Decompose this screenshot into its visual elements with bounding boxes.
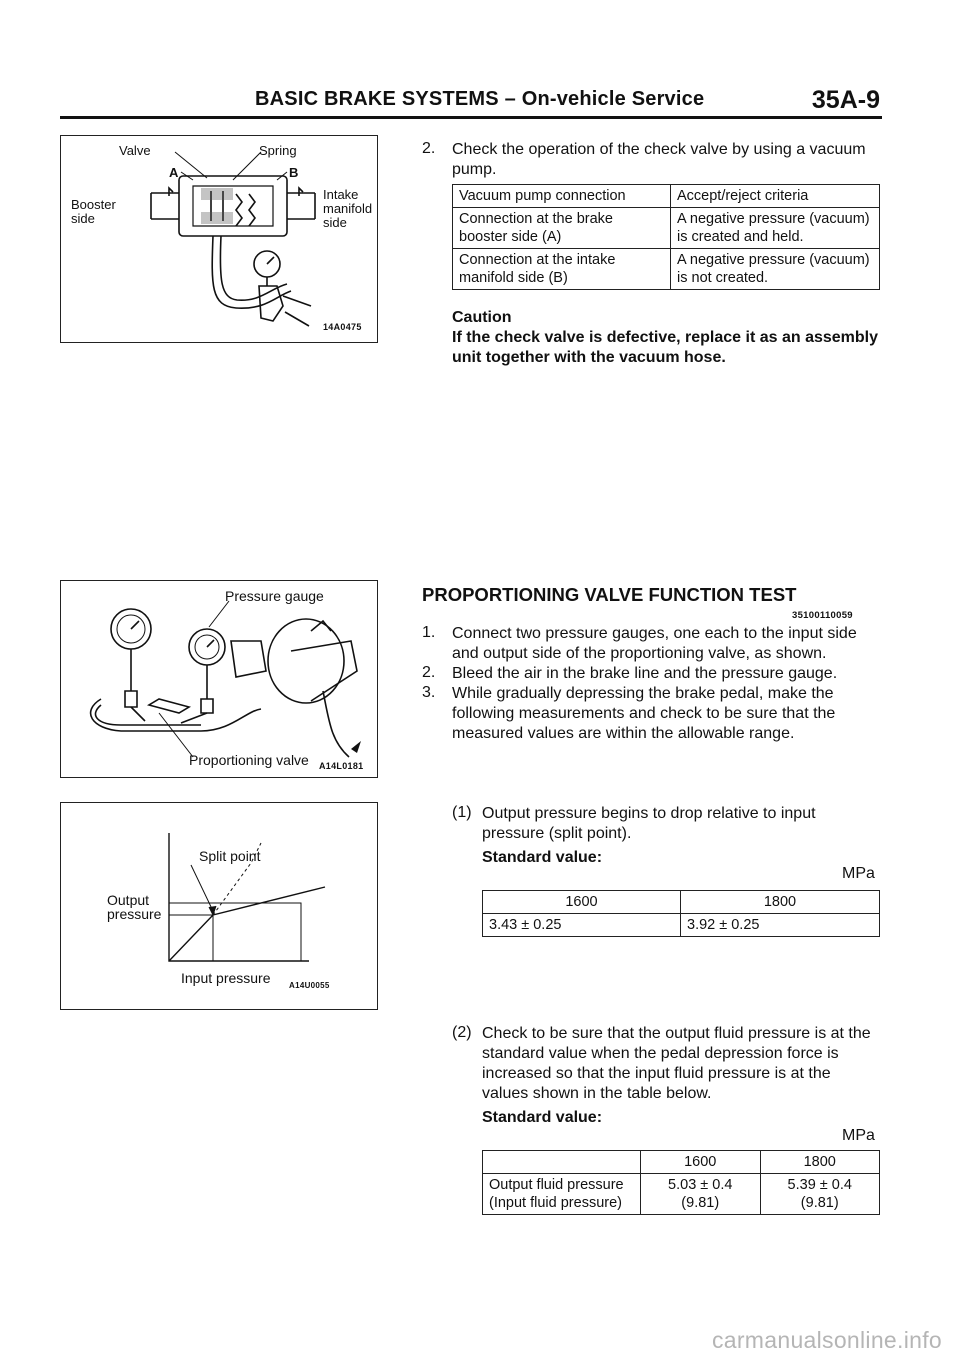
value-line: 5.03 ± 0.4 [668,1177,733,1193]
header-dash: – [504,88,516,110]
table-header-cell: Accept/reject criteria [671,185,880,208]
section-heading: PROPORTIONING VALVE FUNCTION TEST [422,584,797,605]
header-rule [60,116,882,119]
booster-side-label-1: Booster [71,197,116,212]
standard-value-label: Standard value: [482,849,603,866]
split-point-table [482,890,880,937]
value-line: (9.81) [800,1195,839,1211]
value-line: (9.81) [681,1195,720,1211]
page-header [60,86,880,114]
table-cell: A negative pressure (vacuum) is created and held. [671,208,880,249]
step-text: Connect two pressure gauges, one each to the input side and output side of the proportioning valve, as shown. [452,625,857,662]
step-number: 1. [422,624,436,641]
unit-label: MPa [842,865,875,882]
intake-label-2: manifold [323,201,373,216]
header-title [255,88,704,111]
spring-label: Spring [259,143,297,158]
section-subtitle: On-vehicle Service [521,88,705,110]
pressure-gauge-drawing [61,581,377,777]
substep-number: (1) [452,804,472,821]
check-valve-drawing [61,136,377,342]
table-header-cell: 1800 [760,1151,880,1174]
table-cell: 3.43 ± 0.25 [483,914,681,937]
page-number: 35A-9 [811,86,880,114]
substep-text: Output pressure begins to drop relative to input pressure (split point). [482,805,816,842]
table-cell: 3.92 ± 0.25 [681,914,880,937]
table-row [453,249,880,290]
table-cell [760,1174,880,1215]
table-header-row [483,1151,880,1174]
row-label-line: Output fluid pressure [489,1177,624,1193]
substep-text: Check to be sure that the output fluid pressure is at the standard value when the pedal depression force is increased so that the input fluid pressure is at the values shown in the table below. [482,1025,871,1102]
caution-title: Caution [452,309,512,326]
step-number: 2. [422,664,436,681]
split-point-label: Split point [199,848,261,864]
row-label-line: (Input fluid pressure) [489,1195,622,1211]
step-number: 3. [422,684,436,701]
watermark: carmanualsonline.info [711,1327,942,1353]
check-valve-instruction: Check the operation of the check valve by using a vacuum pump. [452,141,866,178]
table-header-cell: Vacuum pump connection [453,185,671,208]
section-title: BASIC BRAKE SYSTEMS [255,88,499,110]
table-cell: Connection at the brake booster side (A) [453,208,671,249]
figure-code: 14A0475 [323,322,362,332]
check-valve-figure [60,135,378,343]
standard-value-label: Standard value: [482,1109,603,1126]
figure-code: A14U0055 [289,981,330,990]
table-header-row [483,891,880,914]
proportioning-valve-label: Proportioning valve [189,752,309,768]
table-row [453,208,880,249]
valve-label: Valve [119,143,151,158]
table-cell [483,1174,641,1215]
table-row [483,1174,880,1215]
unit-label: MPa [842,1127,875,1144]
table-header-cell: 1800 [681,891,880,914]
pressure-gauge-figure [60,580,378,778]
pressure-gauge-label: Pressure gauge [225,588,324,604]
port-a-label: A [169,165,179,180]
substep-number: (2) [452,1024,472,1041]
input-pressure-label: Input pressure [181,970,271,986]
intake-label-1: Intake [323,187,359,202]
output-pressure-label-2: pressure [107,906,162,922]
output-pressure-label-1: Output [107,892,150,908]
intake-label-3: side [323,215,347,230]
table-cell: Connection at the intake manifold side (B) [453,249,671,290]
caution-text: If the check valve is defective, replace it as an assembly unit together with the vacuum hose. [452,329,879,366]
figure-code: A14L0181 [319,761,364,771]
value-line: 5.39 ± 0.4 [787,1177,852,1193]
split-point-figure [60,802,378,1010]
table-header-cell [483,1151,641,1174]
output-pressure-table [482,1150,880,1215]
step-text: Bleed the air in the brake line and the pressure gauge. [452,665,838,682]
step-number: 2. [422,140,436,157]
section-code: 35100110059 [792,610,853,621]
step-text: While gradually depressing the brake pedal, make the following measurements and check to be sure that the measured values are within the allowable range. [452,685,836,742]
table-cell: A negative pressure (vacuum) is not created. [671,249,880,290]
check-valve-table [452,184,880,290]
table-header-cell: 1600 [641,1151,761,1174]
booster-side-label-2: side [71,211,95,226]
table-row [483,914,880,937]
table-header-row [453,185,880,208]
port-b-label: B [289,165,299,180]
table-header-cell: 1600 [483,891,681,914]
table-cell [641,1174,761,1215]
